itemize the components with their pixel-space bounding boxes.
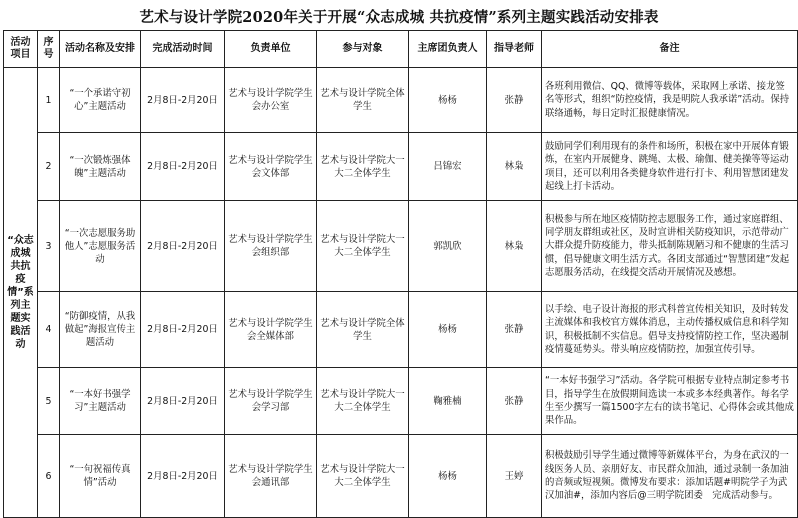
header-seq: 序号 [38,31,60,68]
note-cell: 积极鼓励引导学生通过微博等新媒体平台，为身在武汉的一线医务人员、亲朋好友、市民群众加油，通过录制一条加油的音频或短视频。微博发布要求：添加话题#明院学子为武汉加油#，添加内容后@三明学院团委 完成活动参与。 [542,435,798,518]
unit-cell: 艺术与设计学院学生会学习部 [225,368,317,435]
teacher-cell: 林枭 [487,133,542,201]
project-name-cell: “众志成城共抗疫情”系列主题实践活动 [4,68,38,518]
leader-cell: 郭凯欣 [409,201,487,292]
header-leader: 主席团负责人 [409,31,487,68]
seq-cell: 3 [38,201,60,292]
activity-name-cell: “防御疫情，从我做起”海报宣传主题活动 [60,292,141,368]
seq-cell: 6 [38,435,60,518]
table-header-row [4,31,798,68]
leader-cell: 鞠雅楠 [409,368,487,435]
time-cell: 2月8日-2月20日 [141,133,225,201]
note-cell: 以手绘、电子设计海报的形式科普宣传相关知识，及时转发主流媒体和我校官方媒体消息，主动传播权威信息和科学知识，积极抵制不实信息。倡导支持疫情防控工作，坚决遏制疫情蔓延势头。带头响应疫情防控，加强宣传引导。 [542,292,798,368]
header-project: 活动项目 [4,31,38,68]
activity-name-cell: “一次志愿服务助他人”志愿服务活动 [60,201,141,292]
header-audience: 参与对象 [317,31,409,68]
header-teacher: 指导老师 [487,31,542,68]
activity-name-cell: “一句祝福传真情”活动 [60,435,141,518]
activity-name-cell: “一次锻炼强体魄”主题活动 [60,133,141,201]
note-cell: 积极参与所在地区疫情防控志愿服务工作，通过家庭群组、同学朋友群组或社区，及时宣讲相关防疫知识，示范带动广大群众提升防疫能力，带头抵制陈规陋习和不健康的生活习惯，倡导健康文明生活方式。各团支部通过“智慧团建”发起志愿服务活动，在线提交活动开展情况及感想。 [542,201,798,292]
unit-cell: 艺术与设计学院学生会通讯部 [225,435,317,518]
time-cell: 2月8日-2月20日 [141,435,225,518]
audience-cell: 艺术与设计学院大一大二全体学生 [317,435,409,518]
activity-schedule-table [3,30,798,518]
table-row [4,435,798,518]
teacher-cell: 张静 [487,368,542,435]
table-row [4,133,798,201]
audience-cell: 艺术与设计学院全体学生 [317,68,409,133]
audience-cell: 艺术与设计学院大一大二全体学生 [317,201,409,292]
table-row [4,68,798,133]
time-cell: 2月8日-2月20日 [141,368,225,435]
seq-cell: 4 [38,292,60,368]
document-title: 艺术与设计学院2020年关于开展“众志成城 共抗疫情”系列主题实践活动安排表 [139,9,659,26]
audience-cell: 艺术与设计学院全体学生 [317,292,409,368]
activity-name-cell: “一本好书强学习”主题活动 [60,368,141,435]
leader-cell: 杨杨 [409,68,487,133]
time-cell: 2月8日-2月20日 [141,201,225,292]
header-note: 备注 [542,31,798,68]
audience-cell: 艺术与设计学院大一大二全体学生 [317,368,409,435]
note-cell: “一本好书强学习”活动。各学院可根据专业特点制定参考书目，指导学生在放假期间选读一本或多本经典著作。每名学生至少撰写一篇1500字左右的读书笔记、心得体会或其他成果作品。 [542,368,798,435]
leader-cell: 杨杨 [409,292,487,368]
time-cell: 2月8日-2月20日 [141,292,225,368]
time-cell: 2月8日-2月20日 [141,68,225,133]
header-name: 活动名称及安排 [60,31,141,68]
teacher-cell: 王婷 [487,435,542,518]
note-cell: 各班利用微信、QQ、微博等载体，采取网上承诺、接龙签名等形式，组织“防控疫情，我是明院人我承诺”活动。保持联络通畅，每日定时汇报健康情况。 [542,68,798,133]
teacher-cell: 林枭 [487,201,542,292]
table-row [4,292,798,368]
header-unit: 负责单位 [225,31,317,68]
unit-cell: 艺术与设计学院学生会全媒体部 [225,292,317,368]
activity-name-cell: “一个承诺守初心”主题活动 [60,68,141,133]
header-time: 完成活动时间 [141,31,225,68]
unit-cell: 艺术与设计学院学生会办公室 [225,68,317,133]
leader-cell: 杨杨 [409,435,487,518]
note-cell: 鼓励同学们利用现有的条件和场所，积极在家中开展体育锻炼，在室内开展健身、跳绳、太极、瑜伽、健美操等等运动项目，还可以利用各类健身软件进行打卡、利用智慧团建发起线上打卡活动。 [542,133,798,201]
seq-cell: 5 [38,368,60,435]
table-row [4,201,798,292]
teacher-cell: 张静 [487,292,542,368]
table-row [4,368,798,435]
seq-cell: 1 [38,68,60,133]
seq-cell: 2 [38,133,60,201]
unit-cell: 艺术与设计学院学生会组织部 [225,201,317,292]
unit-cell: 艺术与设计学院学生会文体部 [225,133,317,201]
leader-cell: 吕锦宏 [409,133,487,201]
teacher-cell: 张静 [487,68,542,133]
audience-cell: 艺术与设计学院大一大二全体学生 [317,133,409,201]
